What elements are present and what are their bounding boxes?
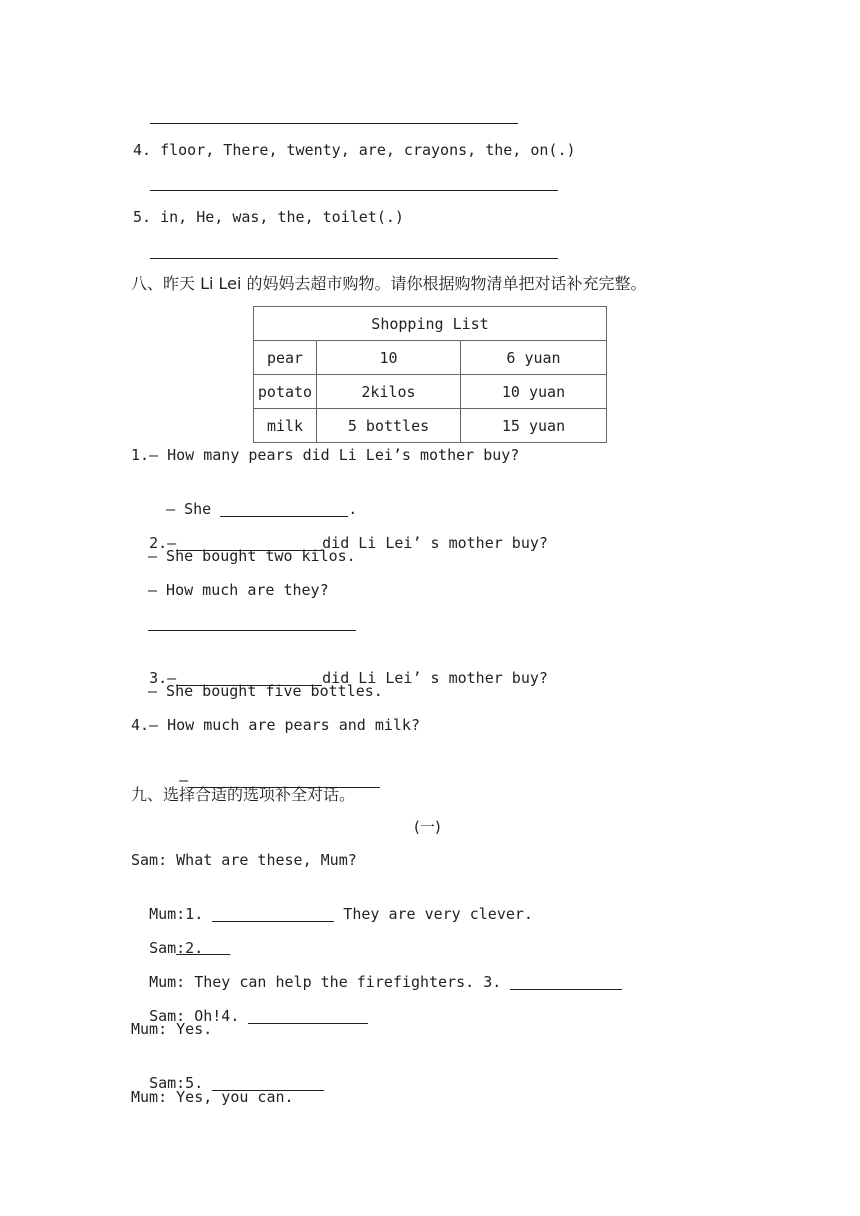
qty-cell: 10 — [317, 341, 461, 375]
dialog-line-2-suffix: They are very clever. — [334, 905, 533, 923]
price-cell: 10 yuan — [461, 375, 607, 409]
dialog-blank-4[interactable] — [248, 1007, 368, 1024]
s8-q2-reply: — She bought two kilos. — [148, 547, 356, 565]
dialog-line-1: Sam: What are these, Mum? — [131, 851, 357, 869]
table-title: Shopping List — [254, 307, 607, 341]
qty-cell: 5 bottles — [317, 409, 461, 443]
s8-q2-suffix: did Li Lei’ s mother buy? — [322, 534, 548, 552]
dialog-blank-3[interactable] — [510, 973, 622, 990]
table-row — [254, 341, 607, 375]
s8-q2-prefix: 2.— — [149, 534, 177, 552]
s8-q3-prefix: 3.— — [149, 669, 177, 687]
question-5-text: 5. in, He, was, the, toilet(.) — [133, 208, 404, 226]
item-cell: pear — [254, 341, 317, 375]
s8-q1-prefix: — She — [166, 500, 221, 518]
dialog-line-5-prefix: Sam: Oh!4. — [149, 1007, 249, 1025]
section-8-heading: 八、昨天 Li Lei 的妈妈去超市购物。请你根据购物清单把对话补充完整。 — [131, 274, 647, 293]
section-9-subheading: (一) — [414, 818, 441, 836]
answer-line-5[interactable] — [150, 258, 558, 259]
shopping-list-table — [253, 306, 607, 443]
dialog-blank-1[interactable] — [212, 905, 334, 922]
dialog-line-8: Mum: Yes, you can. — [131, 1088, 294, 1106]
dialog-blank-2[interactable]: :2. — [176, 939, 231, 957]
item-cell: milk — [254, 409, 317, 443]
dialog-line-6: Mum: Yes. — [131, 1020, 213, 1038]
s8-q4-question: 4.— How much are pears and milk? — [131, 716, 420, 734]
section-9-heading: 九、选择合适的选项补全对话。 — [131, 785, 356, 804]
s8-q1-suffix: . — [348, 500, 358, 518]
dialog-line-4-prefix: Mum: They can help the firefighters. 3. — [149, 973, 511, 991]
dialog-line-3-prefix: Sam — [149, 939, 177, 957]
table-row — [254, 409, 607, 443]
table-row — [254, 375, 607, 409]
item-cell: potato — [254, 375, 317, 409]
answer-line-4[interactable] — [150, 190, 558, 191]
s8-q4-prefix: — — [179, 771, 189, 789]
dialog-line-2-prefix: Mum:1. — [149, 905, 213, 923]
price-cell: 6 yuan — [461, 341, 607, 375]
s8-q4-answer-line — [161, 750, 380, 790]
qty-cell: 2kilos — [317, 375, 461, 409]
question-4-text: 4. floor, There, twenty, are, crayons, the, on(.) — [133, 141, 576, 159]
s8-q3-reply: — She bought five bottles. — [148, 682, 383, 700]
s8-q3-suffix: did Li Lei’ s mother buy? — [322, 669, 548, 687]
dialog-line-7-prefix: Sam:5. — [149, 1074, 213, 1092]
price-cell: 15 yuan — [461, 409, 607, 443]
answer-line-3[interactable] — [150, 123, 518, 124]
s8-q2-followup: — How much are they? — [148, 581, 329, 599]
s8-q2-answer-line[interactable] — [148, 630, 356, 631]
s8-q1-question: 1.— How many pears did Li Lei’s mother buy? — [131, 446, 520, 464]
